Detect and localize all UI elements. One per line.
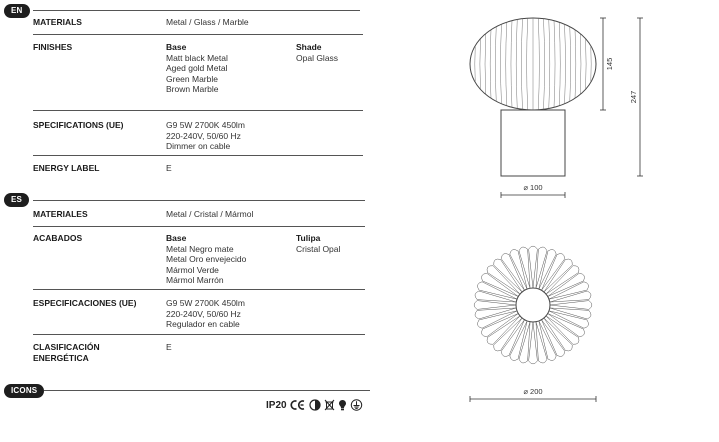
energy-value: E [166,163,172,173]
divider [33,334,365,335]
spec-line: 220-240V, 50/60 Hz [166,130,241,141]
section-tag-en: EN [4,4,30,18]
finishes-base [166,42,228,95]
spec-line: G9 5W 2700K 450lm [166,120,245,130]
materials-label: MATERIALES [33,209,88,219]
finishes-label: FINISHES [33,42,73,52]
divider [33,34,363,35]
section-tag-icons: ICONS [4,384,44,398]
certification-icons [266,398,363,412]
energy-label-line: CLASIFICACIÓN [33,342,100,352]
finishes-shade [296,233,340,254]
shade-title: Tulipa [296,233,321,243]
base-item: Mármol Marrón [166,275,224,285]
diameter-shade-label: ⌀ 200 [523,387,543,396]
diameter-base-label: ⌀ 100 [523,183,543,192]
base-item: Metal Oro envejecido [166,254,247,264]
finishes-shade [296,42,338,63]
energy-value: E [166,342,172,352]
specs-values [166,120,245,152]
specs-values [166,298,245,330]
specs-label: SPECIFICATIONS (UE) [33,120,124,130]
divider [33,200,365,201]
dimmable-icon [309,399,321,411]
energy-label-line: ENERGÉTICA [33,352,89,363]
section-tag-es: ES [4,193,29,207]
ce-mark-icon [290,399,306,411]
materials-value: Metal / Cristal / Mármol [166,209,254,219]
shade-value: Opal Glass [296,52,339,63]
height-total-label: 247 [629,90,638,104]
base-item: Metal Negro mate [166,243,234,254]
divider [33,226,365,227]
bulb-icon [338,399,347,411]
divider [44,390,370,391]
shade-title: Shade [296,42,322,52]
materials-label: MATERIALS [33,17,82,27]
shade-value: Cristal Opal [296,243,341,254]
ip-rating: IP20 [266,399,287,411]
specs-label: ESPECIFICACIONES (UE) [33,298,137,308]
base-title: Base [166,42,187,52]
finishes-label: ACABADOS [33,233,83,243]
energy-label: ENERGY LABEL [33,163,100,173]
base-item: Matt black Metal [166,52,228,63]
divider [33,155,363,156]
materials-value: Metal / Glass / Marble [166,17,249,27]
class-one-icon [350,399,363,411]
spec-line: G9 5W 2700K 450lm [166,298,245,308]
base-title: Base [166,233,187,243]
height-shade-label: 145 [605,57,614,71]
base-item: Mármol Verde [166,264,219,275]
lamp-top-view [470,246,596,402]
spec-line: Dimmer on cable [166,141,231,151]
base-item: Green Marble [166,73,218,84]
finishes-base [166,233,246,286]
divider [33,289,365,290]
base-item: Aged gold Metal [166,63,228,73]
spec-line: Regulador en cable [166,319,240,329]
energy-label [33,342,161,363]
spec-line: 220-240V, 50/60 Hz [166,308,241,319]
lamp-side-view [470,18,643,198]
divider [33,110,363,111]
base-item: Brown Marble [166,84,219,94]
divider [33,10,360,11]
no-bin-icon [324,399,335,411]
